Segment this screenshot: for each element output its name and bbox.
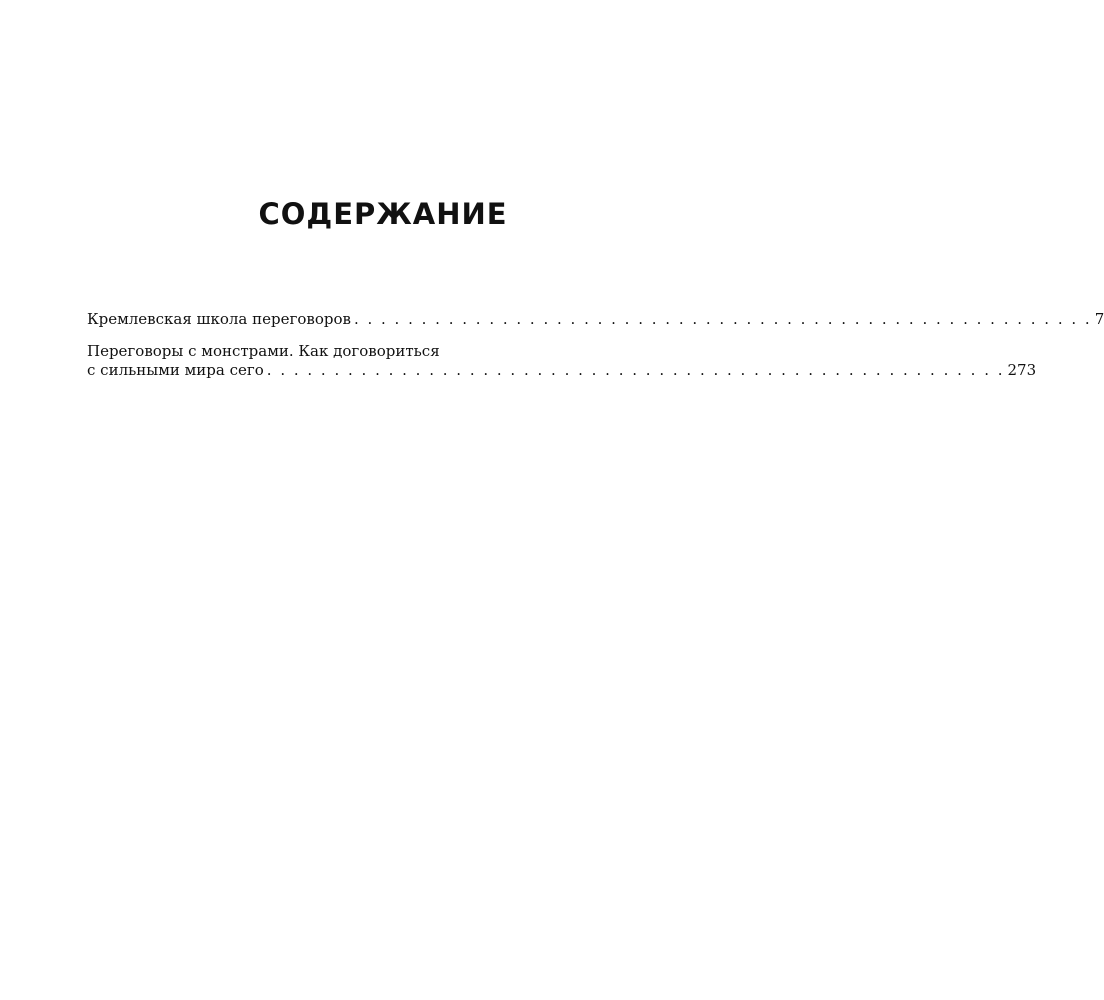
dot-leader: . . . . . . . . . . . . . . . . . . . . . . . . . . . . . . . . . . . . . . . . . . . . . . . . . . . . . . . [266,361,1005,379]
dot-leader: . . . . . . . . . . . . . . . . . . . . . . . . . . . . . . . . . . . . . . . . . . . . . . . . . . . . . . . [353,310,1092,328]
toc-entry[interactable] [87,342,1037,380]
toc-entry-title: Переговоры с монстрами. Как договориться [87,342,440,360]
toc-entry-page: 273 [1007,361,1037,379]
toc-line [87,342,677,361]
toc-entry[interactable] [87,310,1104,329]
toc-line [87,310,1104,329]
toc-entry-title-continued: с сильными мира сего [87,361,264,379]
page-title: СОДЕРЖАНИЕ [258,197,508,231]
toc-entry-title: Кремлевская школа переговоров [87,310,351,328]
toc-line [87,361,1037,380]
table-of-contents [87,310,1104,393]
toc-entry-page: 7 [1094,310,1104,328]
